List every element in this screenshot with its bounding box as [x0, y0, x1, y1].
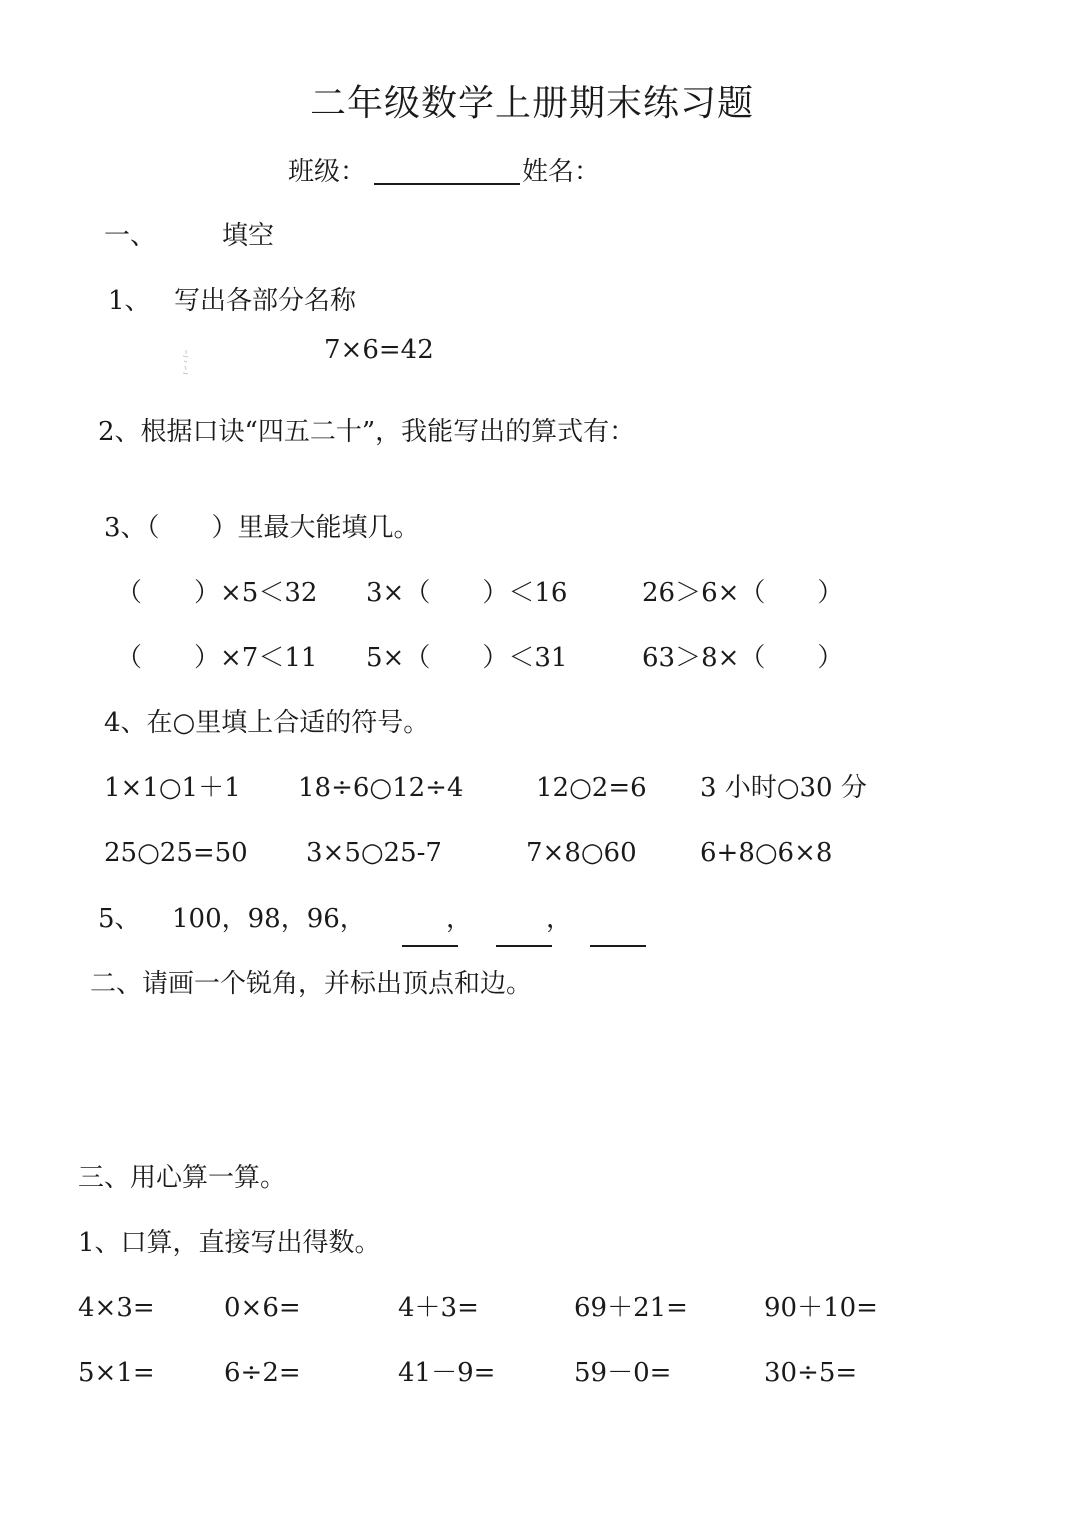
- q3-item: 3×（ ）＜16: [366, 578, 568, 608]
- mental-math-item: 59－0=: [574, 1358, 672, 1388]
- q2-text: 2、根据口诀“四五二十”，我能写出的算式有：: [98, 417, 636, 447]
- q3-item: 63＞8×（ ）: [642, 643, 844, 673]
- q3-item: （ ）×7＜11: [116, 643, 318, 673]
- section3-heading: 三、用心算一算。: [78, 1163, 287, 1193]
- section2-heading: 二、请画一个锐角，并标出顶点和边。: [90, 969, 533, 999]
- q4-item: 1×1○1＋1: [104, 773, 241, 803]
- mental-math-item: 4×3=: [78, 1293, 155, 1323]
- q1-number: 1、: [108, 286, 151, 316]
- mental-math-item: 5×1=: [78, 1358, 155, 1388]
- q5-number: 5、: [98, 904, 141, 934]
- name-label: 姓名：: [522, 157, 601, 187]
- q3-text: 3、（ ）里最大能填几。: [104, 513, 420, 543]
- q4-item: 25○25=50: [104, 838, 248, 868]
- q4-item: 6+8○6×8: [700, 838, 833, 868]
- page-title: 二年级数学上册期末练习题: [310, 83, 755, 124]
- section1-heading: 填空: [222, 221, 275, 251]
- q4-item: 12○2=6: [536, 773, 647, 803]
- q3-item: （ ）×5＜32: [116, 578, 318, 608]
- class-blank[interactable]: [374, 183, 520, 185]
- q1-text: 写出各部分名称: [174, 286, 357, 316]
- mental-math-item: 6÷2=: [224, 1358, 301, 1388]
- q3-item: 26＞6×（ ）: [642, 578, 844, 608]
- q3-item: 5×（ ）＜31: [366, 643, 568, 673]
- q4-item: 3 小时○30 分: [700, 773, 867, 803]
- q5-comma: ，: [546, 904, 573, 934]
- q4-item: 18÷6○12÷4: [298, 773, 464, 803]
- mental-math-item: 4＋3=: [398, 1293, 479, 1323]
- class-label: 班级：: [288, 157, 367, 187]
- q1-equation: 7×6=42: [324, 335, 434, 365]
- q5-answer-blank[interactable]: [402, 945, 458, 947]
- mental-math-item: 69＋21=: [574, 1293, 688, 1323]
- mental-math-item: 30÷5=: [764, 1358, 858, 1388]
- q4-item: 3×5○25-7: [306, 838, 442, 868]
- section3-sub1: 1、口算，直接写出得数。: [78, 1228, 381, 1258]
- mental-math-item: 0×6=: [224, 1293, 301, 1323]
- q5-answer-blank[interactable]: [590, 945, 646, 947]
- section1-number: 一、: [104, 221, 157, 251]
- q5-comma: ，: [446, 904, 473, 934]
- q5-answer-blank[interactable]: [496, 945, 552, 947]
- faint-scan-mark: [180, 348, 190, 378]
- q4-text: 4、在○里填上合适的符号。: [104, 708, 430, 738]
- q4-item: 7×8○60: [526, 838, 637, 868]
- mental-math-item: 41－9=: [398, 1358, 496, 1388]
- mental-math-item: 90＋10=: [764, 1293, 878, 1323]
- q5-sequence: 100，98，96，: [172, 904, 366, 934]
